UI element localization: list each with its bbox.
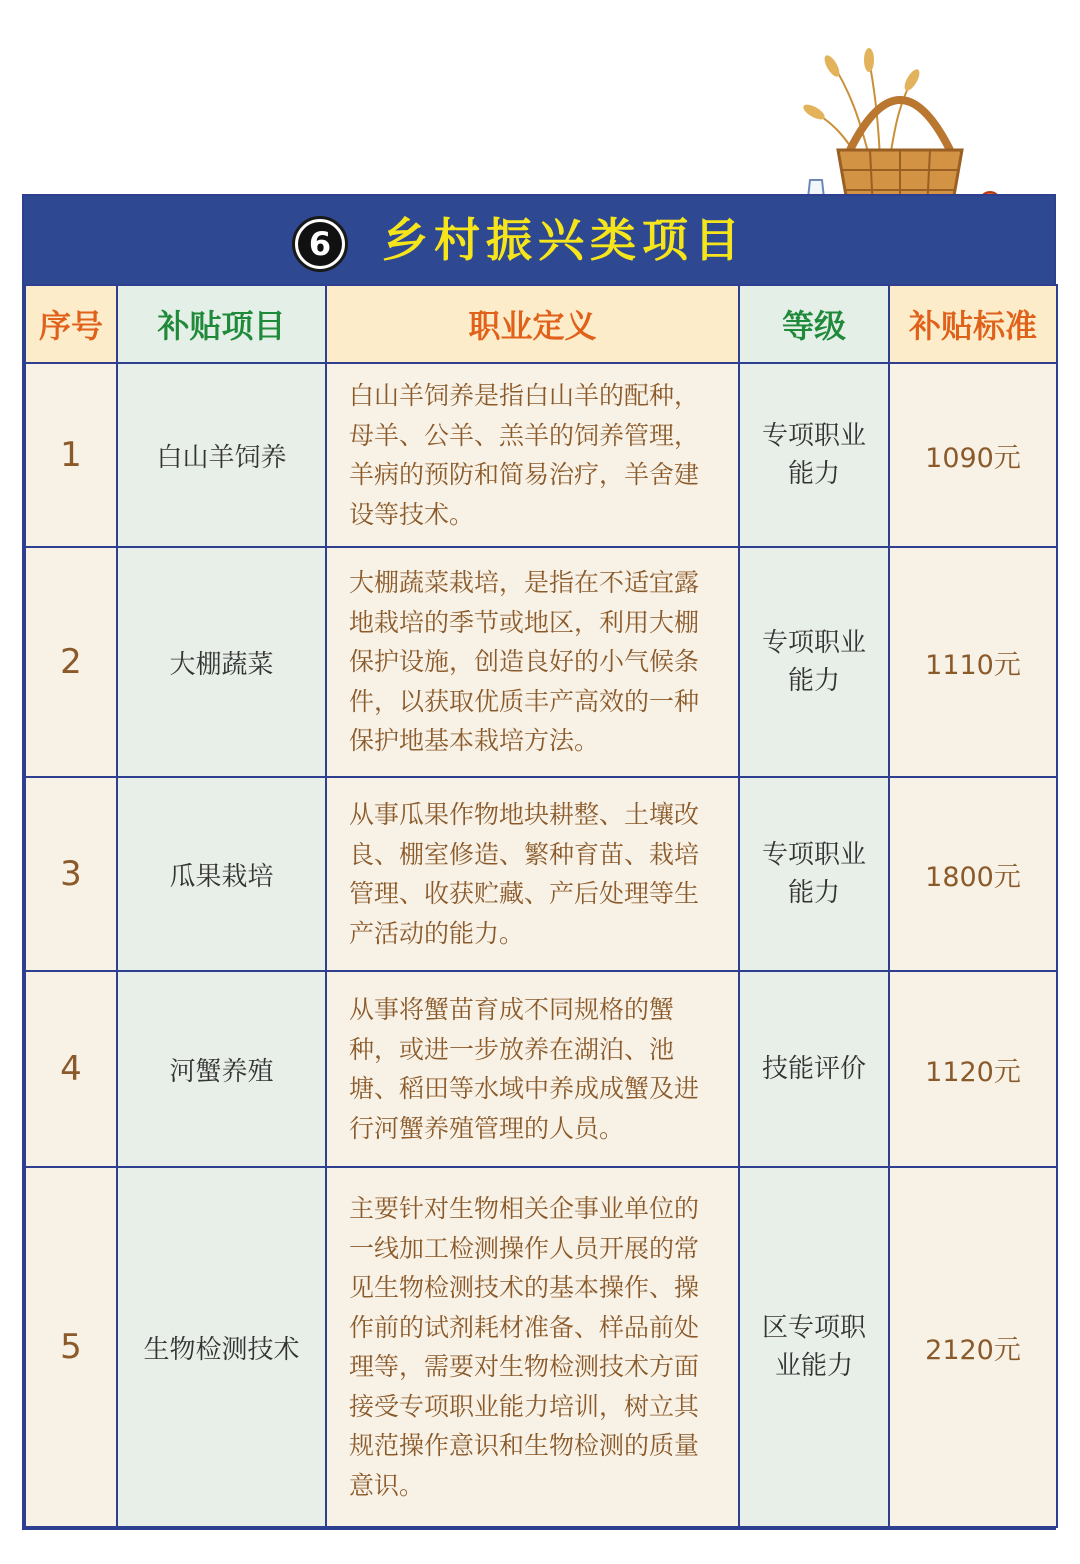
- header-definition: 职业定义: [326, 285, 739, 363]
- row-level: 技能评价: [739, 971, 889, 1167]
- row-serial: 4: [25, 971, 117, 1167]
- row-serial: 2: [25, 547, 117, 777]
- row-definition: 从事瓜果作物地块耕整、土壤改良、棚室修造、繁种育苗、栽培管理、收获贮藏、产后处理等生产活动的能力。: [326, 777, 739, 971]
- title-number-badge: [292, 216, 348, 272]
- row-project: 生物检测技术: [117, 1167, 326, 1527]
- row-definition: 白山羊饲养是指白山羊的配种，母羊、公羊、羔羊的饲养管理，羊病的预防和简易治疗，羊舍建设等技术。: [326, 363, 739, 547]
- row-project: 瓜果栽培: [117, 777, 326, 971]
- row-serial: 3: [25, 777, 117, 971]
- row-subsidy: 1120元: [889, 971, 1057, 1167]
- subsidy-table: [24, 284, 1058, 1528]
- row-definition: 主要针对生物相关企事业单位的一线加工检测操作人员开展的常见生物检测技术的基本操作、操作前的试剂耗材准备、样品前处理等，需要对生物检测技术方面接受专项职业能力培训，树立其规范操作意识和生物检测的质量意识。: [326, 1167, 739, 1527]
- header-project: 补贴项目: [117, 285, 326, 363]
- table-row: [25, 363, 1057, 547]
- row-subsidy: 1110元: [889, 547, 1057, 777]
- table-row: [25, 1167, 1057, 1527]
- row-serial: 1: [25, 363, 117, 547]
- row-project: 大棚蔬菜: [117, 547, 326, 777]
- row-level: 区专项职业能力: [739, 1167, 889, 1527]
- header-subsidy: 补贴标准: [889, 285, 1057, 363]
- table-row: [25, 777, 1057, 971]
- row-definition: 从事将蟹苗育成不同规格的蟹种，或进一步放养在湖泊、池塘、稻田等水域中养成成蟹及进行河蟹养殖管理的人员。: [326, 971, 739, 1167]
- table-title-bar: [24, 196, 1054, 284]
- row-definition: 大棚蔬菜栽培，是指在不适宜露地栽培的季节或地区，利用大棚保护设施，创造良好的小气候条件，以获取优质丰产高效的一种保护地基本栽培方法。: [326, 547, 739, 777]
- table-row: [25, 547, 1057, 777]
- row-level: 专项职业能力: [739, 363, 889, 547]
- row-serial: 5: [25, 1167, 117, 1527]
- row-subsidy: 1800元: [889, 777, 1057, 971]
- header-serial: 序号: [25, 285, 117, 363]
- row-project: 河蟹养殖: [117, 971, 326, 1167]
- table-row: [25, 971, 1057, 1167]
- title-number: 6: [298, 222, 342, 266]
- subsidy-table-panel: [22, 194, 1056, 1530]
- table-header-row: [25, 285, 1057, 363]
- table-title: 乡村振兴类项目: [382, 213, 746, 267]
- row-project: 白山羊饲养: [117, 363, 326, 547]
- row-level: 专项职业能力: [739, 547, 889, 777]
- row-subsidy: 1090元: [889, 363, 1057, 547]
- wheat-icon: [810, 55, 915, 162]
- row-subsidy: 2120元: [889, 1167, 1057, 1527]
- row-level: 专项职业能力: [739, 777, 889, 971]
- header-level: 等级: [739, 285, 889, 363]
